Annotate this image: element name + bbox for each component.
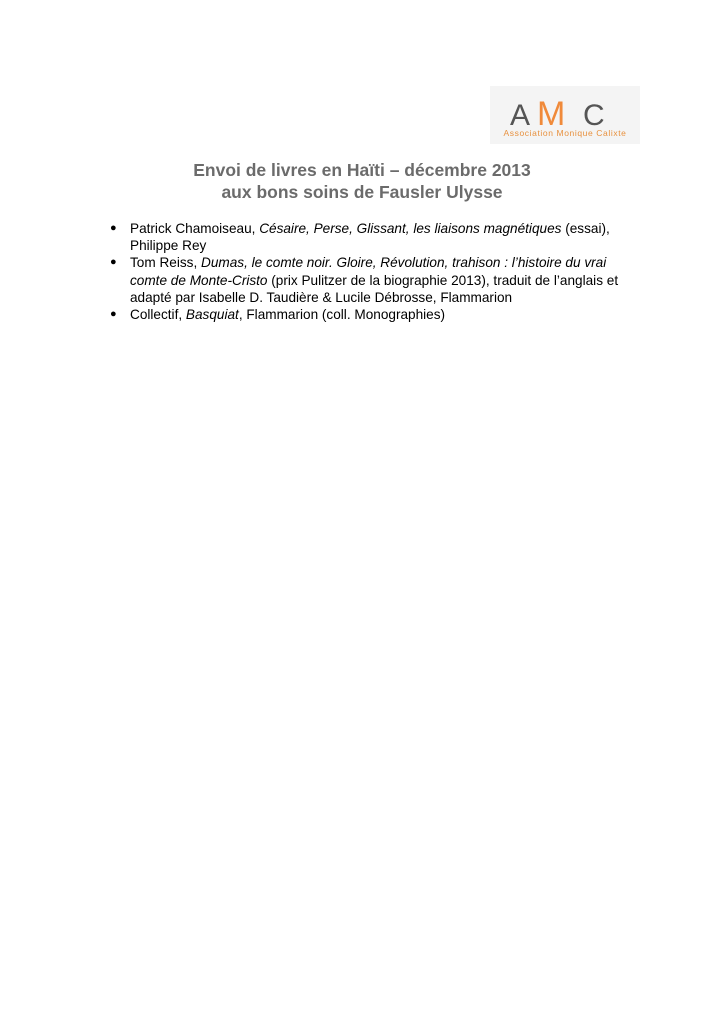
list-item: [108, 254, 628, 306]
logo-caption: Association Monique Calixte: [503, 128, 627, 138]
list-item: [108, 306, 628, 323]
bullet: ●: [110, 222, 117, 234]
book-title: Césaire, Perse, Glissant, les liaisons magnétiques: [259, 221, 562, 236]
book-details: (essai), Philippe Rey: [130, 221, 610, 254]
title-line-2: aux bons soins de Fausler Ulysse: [221, 182, 503, 202]
book-list: [108, 220, 628, 323]
title-line-1: Envoi de livres en Haïti – décembre 2013: [193, 160, 531, 180]
logo-letter-c: C: [583, 99, 605, 128]
book-title: Basquiat: [185, 307, 239, 323]
book-details: (prix Pulitzer de la biographie 2013), traduit de l’anglais et adapté par Isabelle D. Taudière & Lucile Débrosse, Flammarion: [130, 272, 619, 305]
book-author: Collectif,: [130, 307, 186, 323]
association-logo: [490, 86, 640, 144]
logo-letter-m: M: [537, 95, 566, 128]
list-item: [108, 220, 628, 254]
bullet: ●: [110, 308, 117, 321]
document-title: [0, 159, 724, 203]
book-title: Dumas, le comte noir. Gloire, Révolution, trahison : l’histoire du vrai comte de Monte-Cristo: [130, 255, 607, 288]
book-author: Tom Reiss,: [130, 255, 202, 271]
book-author: Patrick Chamoiseau,: [130, 221, 260, 236]
amc-logo-mark: [508, 94, 620, 128]
logo-letter-a: A: [510, 99, 531, 128]
book-details: , Flammarion (coll. Monographies): [238, 307, 446, 323]
bullet: ●: [110, 256, 117, 269]
